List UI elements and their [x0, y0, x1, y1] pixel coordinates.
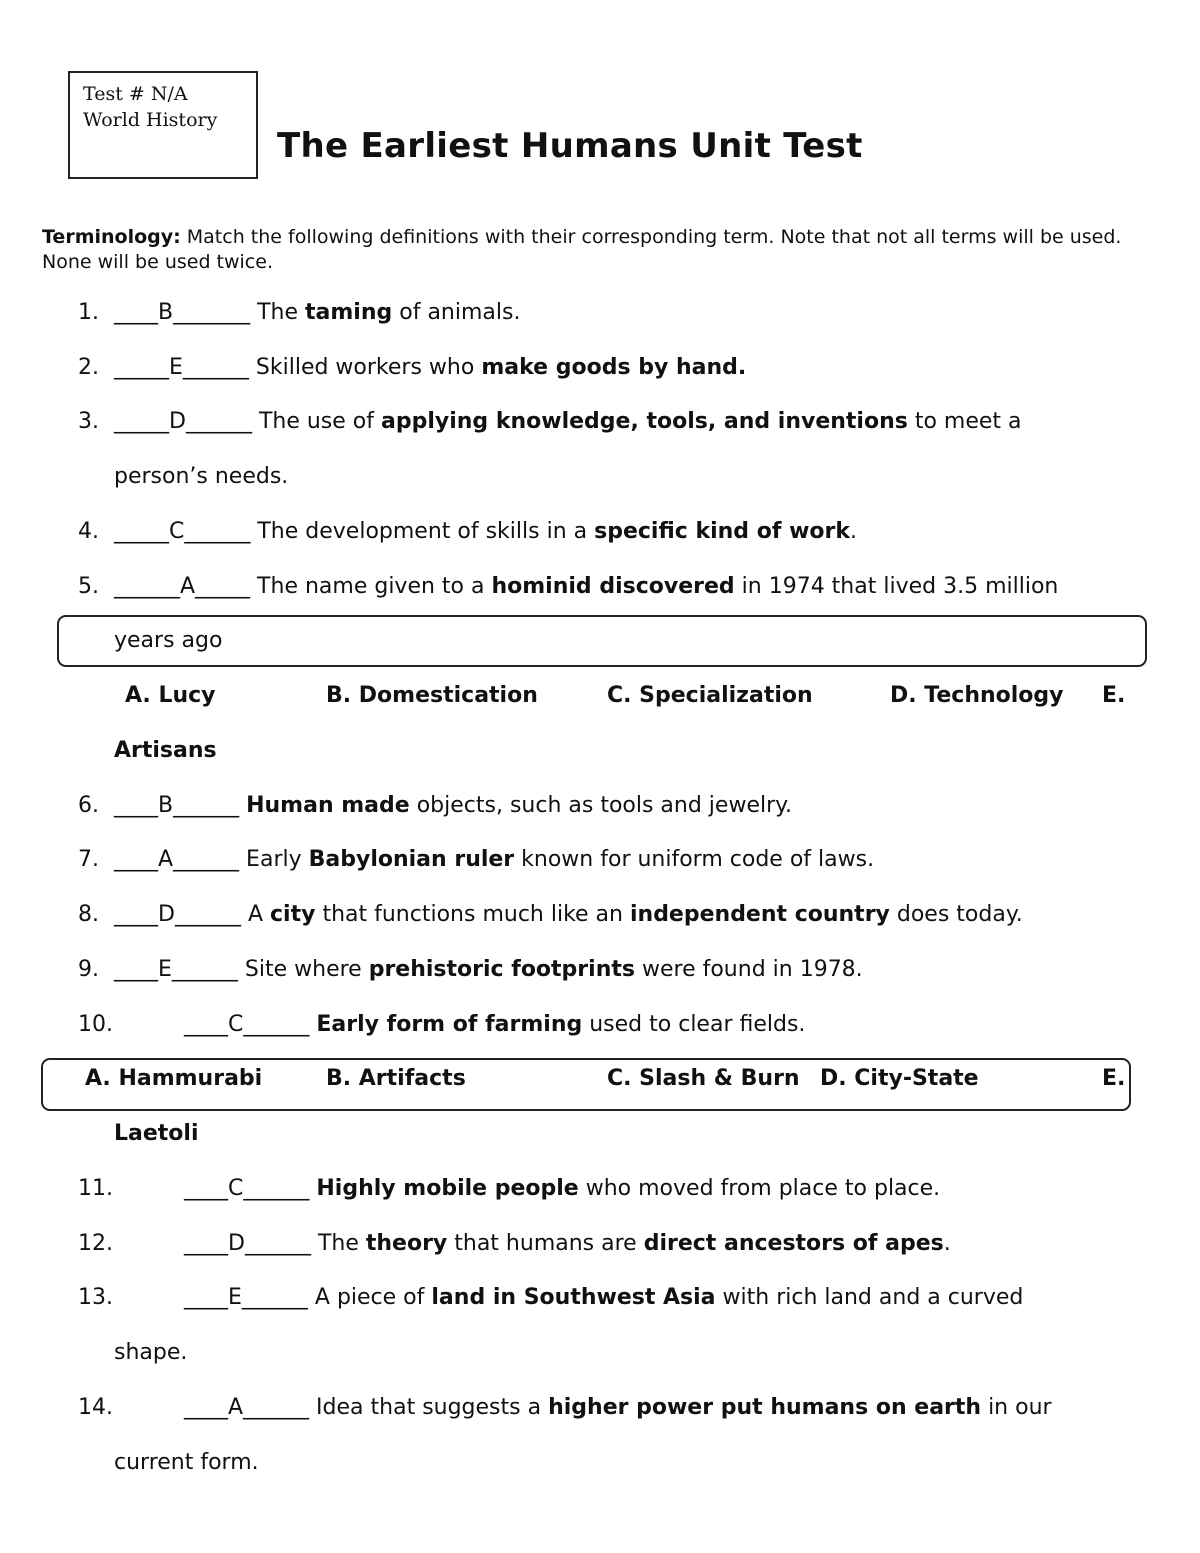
- question-keyword: Early form of farming: [316, 1012, 583, 1037]
- question-number: 8.: [78, 902, 99, 927]
- question-number: 13.: [78, 1285, 113, 1310]
- question-keyword: land in Southwest Asia: [431, 1285, 716, 1310]
- question-text: in 1974 that lived 3.5 million: [734, 574, 1059, 599]
- question-number: 3.: [78, 409, 99, 434]
- question-row-4: [0, 517, 1200, 549]
- question-keyword: Babylonian ruler: [308, 847, 515, 872]
- question-number: 4.: [78, 519, 99, 544]
- question-keyword: hominid discovered: [491, 574, 735, 599]
- question-text: A: [240, 902, 270, 927]
- answer-blank[interactable]: ____D______: [184, 1231, 311, 1256]
- question-text: does today.: [889, 902, 1023, 927]
- question-row-7: [0, 845, 1200, 877]
- instructions-label: Terminology:: [42, 226, 181, 248]
- question-keyword: make goods by hand.: [481, 355, 747, 380]
- question-number: 1.: [78, 300, 99, 325]
- question-text: to meet a: [907, 409, 1022, 434]
- question-row-1: [0, 298, 1200, 330]
- question-keyword: taming: [305, 300, 393, 325]
- instructions: [42, 225, 1152, 275]
- answer-blank[interactable]: ____C______: [184, 1012, 310, 1037]
- question-keyword: applying knowledge, tools, and inventions: [381, 409, 908, 434]
- question-number: 14.: [78, 1395, 113, 1420]
- question-row-12: [0, 1229, 1200, 1261]
- question-keyword: direct ancestors of apes: [643, 1231, 944, 1256]
- answer-blank[interactable]: ____D______: [114, 902, 241, 927]
- answer-blank[interactable]: ______A_____: [114, 574, 251, 599]
- option-d: D. City-State: [820, 1066, 979, 1091]
- question-row-9: [0, 955, 1200, 987]
- option-c: C. Specialization: [607, 683, 813, 708]
- question-number: 2.: [78, 355, 99, 380]
- question-row-13: [0, 1283, 1200, 1315]
- question-keyword: higher power put humans on earth: [548, 1395, 982, 1420]
- question-keyword: specific kind of work: [594, 519, 850, 544]
- question-text: Skilled workers who: [248, 355, 482, 380]
- question-keyword: Highly mobile people: [316, 1176, 579, 1201]
- question-text: Site where: [237, 957, 369, 982]
- option-b: B. Domestication: [326, 683, 538, 708]
- question-text: known for uniform code of laws.: [514, 847, 875, 872]
- question-continuation: current form.: [114, 1450, 259, 1475]
- option-b: B. Artifacts: [326, 1066, 466, 1091]
- answer-blank[interactable]: _____E______: [114, 355, 249, 380]
- option-e-term: Laetoli: [114, 1121, 199, 1146]
- question-text: with rich land and a curved: [715, 1285, 1024, 1310]
- question-number: 5.: [78, 574, 99, 599]
- page-title: The Earliest Humans Unit Test: [277, 126, 863, 166]
- question-continuation: person’s needs.: [114, 464, 289, 489]
- question-continuation: years ago: [114, 628, 223, 653]
- question-text: objects, such as tools and jewelry.: [409, 793, 793, 818]
- answer-blank[interactable]: _____D______: [114, 409, 252, 434]
- option-a: A. Lucy: [125, 683, 216, 708]
- answer-blank[interactable]: ____E______: [114, 957, 238, 982]
- answer-blank[interactable]: ____C______: [184, 1176, 310, 1201]
- question-text: .: [849, 519, 857, 544]
- question-keyword: Human made: [246, 793, 410, 818]
- question-text: .: [943, 1231, 951, 1256]
- question-number: 11.: [78, 1176, 113, 1201]
- question-text: that functions much like an: [315, 902, 630, 927]
- option-e-term: Artisans: [114, 738, 217, 763]
- option-e-letter: E.: [1102, 1066, 1126, 1091]
- question-text: The name given to a: [250, 574, 492, 599]
- answer-blank[interactable]: _____C______: [114, 519, 251, 544]
- answer-blank[interactable]: ____B______: [114, 793, 240, 818]
- question-text: in our: [981, 1395, 1052, 1420]
- option-e-letter: E.: [1102, 683, 1126, 708]
- question-text: The: [310, 1231, 366, 1256]
- question-text: Idea that suggests a: [309, 1395, 549, 1420]
- answer-blank[interactable]: ____E______: [184, 1285, 308, 1310]
- question-row-6: [0, 791, 1200, 823]
- question-keyword: city: [270, 902, 316, 927]
- option-a: A. Hammurabi: [85, 1066, 263, 1091]
- question-keyword: independent country: [629, 902, 890, 927]
- question-number: 9.: [78, 957, 99, 982]
- question-text: were found in 1978.: [634, 957, 863, 982]
- answer-blank[interactable]: ____A______: [184, 1395, 310, 1420]
- question-number: 10.: [78, 1012, 113, 1037]
- question-number: 7.: [78, 847, 99, 872]
- option-d: D. Technology: [890, 683, 1064, 708]
- question-text: The use of: [251, 409, 381, 434]
- question-text: Early: [239, 847, 309, 872]
- instructions-text: Match the following definitions with their corresponding term. Note that not all terms will be used. None will be used twice.: [42, 226, 1122, 273]
- question-row-10: [0, 1010, 1200, 1042]
- question-text: that humans are: [447, 1231, 644, 1256]
- question-text: The development of skills in a: [250, 519, 595, 544]
- question-keyword: prehistoric footprints: [368, 957, 635, 982]
- question-text: used to clear fields.: [582, 1012, 806, 1037]
- question-keyword: theory: [365, 1231, 448, 1256]
- question-text: who moved from place to place.: [578, 1176, 941, 1201]
- question-row-14: [0, 1393, 1200, 1425]
- course-name: World History: [83, 109, 218, 131]
- test-number: Test # N/A: [83, 83, 188, 105]
- question-text: A piece of: [307, 1285, 432, 1310]
- option-c: C. Slash & Burn: [607, 1066, 800, 1091]
- question-row-3: [0, 407, 1200, 439]
- question-text: The: [250, 300, 305, 325]
- question-row-8: [0, 900, 1200, 932]
- question-number: 12.: [78, 1231, 113, 1256]
- test-info-box: [68, 71, 258, 179]
- question-text: of animals.: [392, 300, 521, 325]
- answer-blank[interactable]: ____A______: [114, 847, 240, 872]
- question-number: 6.: [78, 793, 99, 818]
- question-row-2: [0, 353, 1200, 385]
- question-row-5: [0, 572, 1200, 604]
- question-row-11: [0, 1174, 1200, 1206]
- question-continuation: shape.: [114, 1340, 188, 1365]
- answer-blank[interactable]: ____B_______: [114, 300, 251, 325]
